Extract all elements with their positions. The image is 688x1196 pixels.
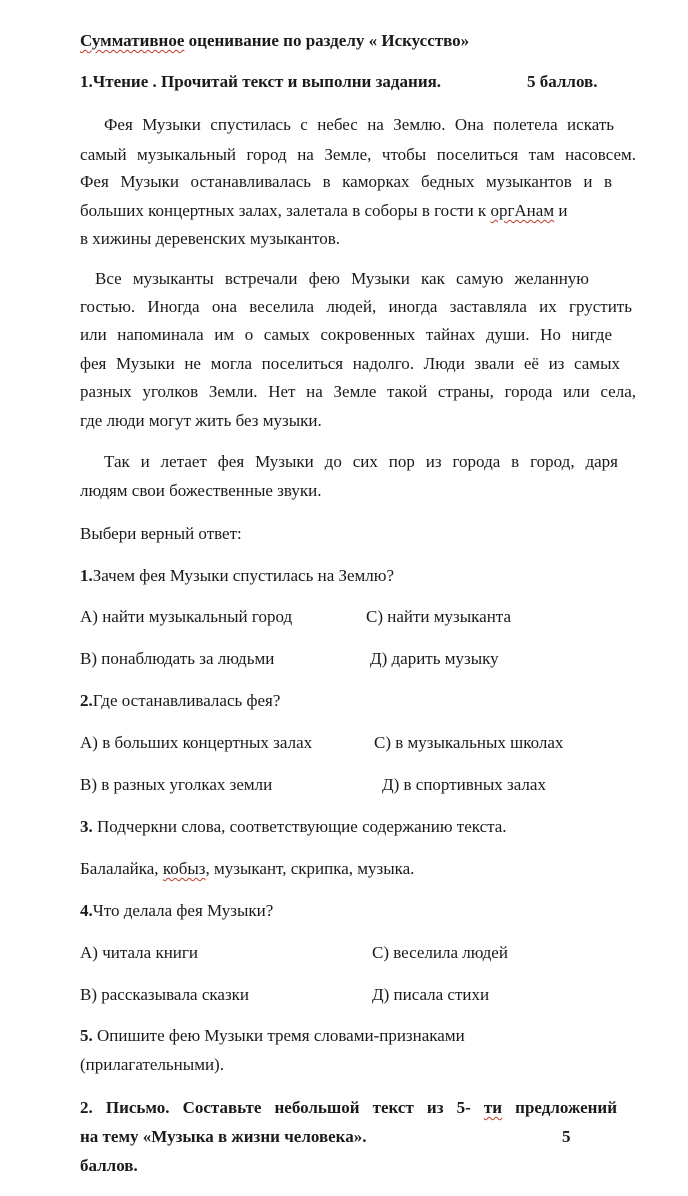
q2-option-b: В) в разных уголках земли	[80, 775, 273, 794]
question-3-number: 3.	[80, 817, 93, 836]
paragraph1-line-4-start: больших концертных залах, залетала в соборы в гости к	[80, 201, 491, 220]
paragraph2-line-4: фея Музыки не могла поселиться надолго. Люди звали её из самых	[80, 354, 620, 373]
q4-option-a: А) читала книги	[80, 943, 198, 962]
question-4-number: 4.	[80, 901, 93, 920]
q1-option-c: С) найти музыканта	[366, 607, 511, 626]
question-1	[80, 567, 394, 584]
paragraph1-line-3: Фея Музыки останавливалась в каморках бедных музыкантов и в	[80, 172, 612, 191]
question-5	[80, 1027, 465, 1044]
task2-line-2: на тему «Музыка в жизни человека».	[80, 1127, 367, 1146]
question-4-text: Что делала фея Музыки?	[92, 901, 274, 920]
q4-option-d: Д) писала стихи	[372, 985, 490, 1004]
q4-option-c: С) веселила людей	[372, 943, 508, 962]
q1-option-b: В) понаблюдать за людьми	[80, 649, 275, 668]
paragraph2-line-2: гостью. Иногда она веселила людей, иногда заставляла их грустить	[80, 297, 632, 316]
q3-words-start: Балалайка,	[80, 859, 163, 878]
paragraph1-line-5: в хижины деревенских музыкантов.	[80, 229, 340, 248]
paragraph1-line-4	[80, 202, 567, 219]
q2-option-c: С) в музыкальных школах	[374, 733, 564, 752]
task2-line-1-end: предложений	[502, 1098, 617, 1117]
question-5-text: Опишите фею Музыки тремя словами-признаками	[92, 1026, 465, 1045]
question-1-number: 1.	[80, 566, 93, 585]
q3-words-end: , музыкант, скрипка, музыка.	[205, 859, 415, 878]
kobyz-word: кобыз	[162, 859, 206, 878]
q4-option-b: В) рассказывала сказки	[80, 985, 250, 1004]
task1-points: 5 баллов.	[527, 72, 598, 91]
organ-word: оргАнам	[490, 201, 555, 220]
paragraph3-line-2: людям свои божественные звуки.	[80, 481, 322, 500]
question-2-number: 2.	[80, 691, 93, 710]
paragraph2-line-6: где люди могут жить без музыки.	[80, 411, 322, 430]
q1-option-d: Д) дарить музыку	[370, 649, 499, 668]
question-3-text: Подчеркни слова, соответствующие содержанию текста.	[92, 817, 507, 836]
choose-instruction: Выбери верный ответ:	[80, 524, 242, 543]
task1-heading: 1.Чтение . Прочитай текст и выполни задания.	[80, 72, 442, 91]
task2-points-word: баллов.	[80, 1156, 138, 1175]
paragraph2-line-1: Все музыканты встречали фею Музыки как самую желанную	[95, 269, 589, 288]
task2-ti-word: ти	[483, 1098, 503, 1117]
question-3	[80, 818, 507, 835]
q2-option-a: А) в больших концертных залах	[80, 733, 313, 752]
paragraph1-line-1: Фея Музыки спустилась с небес на Землю. Она полетела искать	[104, 115, 614, 134]
paragraph3-line-1: Так и летает фея Музыки до сих пор из города в город, даря	[104, 452, 618, 471]
task2-line-1	[80, 1099, 617, 1116]
paragraph1-line-2: самый музыкальный город на Земле, чтобы поселиться там насовсем.	[80, 145, 636, 164]
paragraph2-line-3: или напоминала им о самых сокровенных тайнах души. Но нигде	[80, 325, 612, 344]
q2-option-d: Д) в спортивных залах	[382, 775, 546, 794]
q1-option-a: А) найти музыкальный город	[80, 607, 293, 626]
task2-line-1-start: 2. Письмо. Составьте небольшой текст из 5-	[80, 1098, 484, 1117]
paragraph2-line-5: разных уголков Земли. Нет на Земле такой страны, города или села,	[80, 382, 636, 401]
question-2-text: Где останавливалась фея?	[92, 691, 281, 710]
q3-word-list	[80, 860, 414, 877]
title-prefix: Суммативное	[80, 31, 185, 50]
title-rest: оценивание по разделу « Искусство»	[184, 31, 470, 50]
question-5-line-2: (прилагательными).	[80, 1055, 224, 1074]
question-2	[80, 692, 280, 709]
question-1-text: Зачем фея Музыки спустилась на Землю?	[92, 566, 395, 585]
task2-points-number: 5	[562, 1127, 571, 1146]
question-5-number: 5.	[80, 1026, 93, 1045]
paragraph1-line-4-end: и	[554, 201, 568, 220]
page-title	[80, 32, 469, 49]
question-4	[80, 902, 273, 919]
